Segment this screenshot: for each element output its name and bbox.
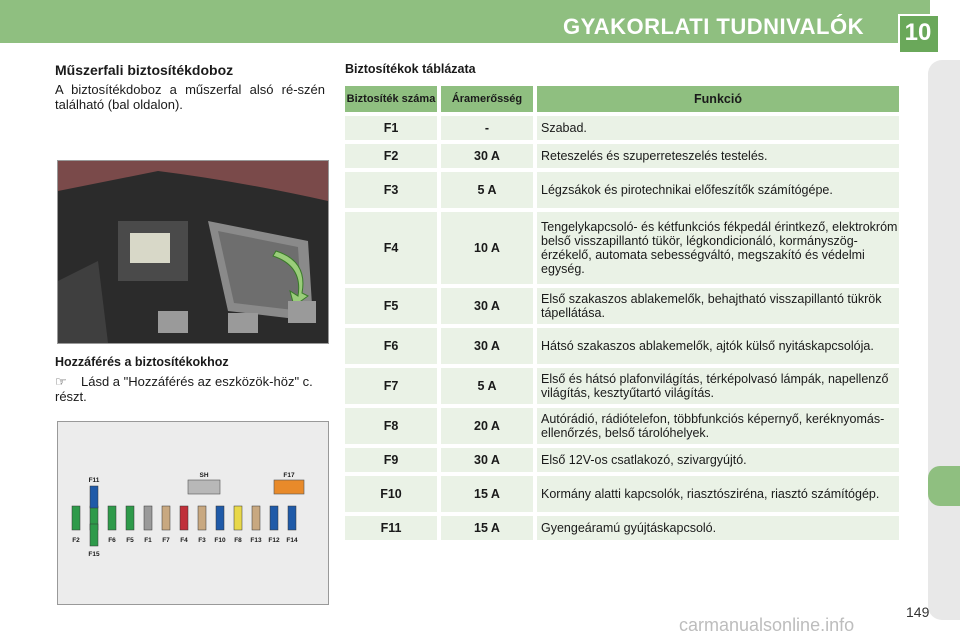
page-title: GYAKORLATI TUDNIVALÓK — [563, 14, 864, 39]
fuse-label: F5 — [126, 537, 134, 544]
fuse-label: F2 — [72, 537, 80, 544]
fuse-label: F7 — [162, 537, 170, 544]
fuse-label: F1 — [144, 537, 152, 544]
fuse-f17 — [274, 480, 304, 494]
fuse-label: F3 — [198, 537, 206, 544]
table-row — [345, 448, 903, 472]
cell-amperage: 30 A — [441, 328, 533, 364]
fuse-f14 — [288, 506, 296, 530]
fuse-f3 — [198, 506, 206, 530]
access-title: Hozzáférés a biztosítékokhoz — [55, 355, 229, 369]
cell-amperage: 20 A — [441, 408, 533, 444]
side-strip — [928, 60, 960, 620]
hand-pointer-icon: ☞ — [55, 374, 67, 389]
fuse-label: F13 — [250, 537, 262, 544]
fuse-table — [345, 86, 903, 540]
cell-fuse-number: F7 — [345, 368, 437, 404]
table-row — [345, 116, 903, 140]
header-amperage: Áramerősség — [441, 86, 533, 112]
section-title: Műszerfali biztosítékdoboz — [55, 62, 234, 78]
fuse-label: F4 — [180, 537, 188, 544]
cell-amperage: 5 A — [441, 172, 533, 208]
fuse-f10 — [216, 506, 224, 530]
table-row — [345, 368, 903, 404]
table-title: Biztosítékok táblázata — [345, 62, 476, 76]
fuse-label: F12 — [268, 537, 280, 544]
cell-amperage: 30 A — [441, 144, 533, 168]
fuse-f8 — [234, 506, 242, 530]
fuse-label: F11 — [88, 477, 100, 484]
access-text — [55, 374, 327, 404]
fuse-f13 — [252, 506, 260, 530]
cell-function: Kormány alatti kapcsolók, riasztósziréna, riasztó számítógép. — [537, 476, 899, 512]
fuse-diagram-svg — [58, 422, 328, 604]
fuse-label: SH — [199, 472, 209, 479]
header-fuse-number: Biztosíték száma — [345, 86, 437, 112]
table-row — [345, 408, 903, 444]
watermark: carmanualsonline.info — [679, 615, 855, 635]
fuse-f1 — [144, 506, 152, 530]
fuse-label: F17 — [283, 472, 295, 479]
table-row — [345, 476, 903, 512]
chapter-tab[interactable] — [928, 466, 960, 506]
fuse-sh — [188, 480, 220, 494]
cell-amperage: 10 A — [441, 212, 533, 284]
chapter-badge: 10 — [898, 14, 938, 52]
dashboard-photo-illustration — [58, 161, 328, 343]
cell-amperage: 30 A — [441, 288, 533, 324]
table-row — [345, 516, 903, 540]
table-row — [345, 328, 903, 364]
fuse-label: F8 — [234, 537, 242, 544]
cell-fuse-number: F3 — [345, 172, 437, 208]
header-function: Funkció — [537, 86, 899, 112]
fuse-label: F6 — [108, 537, 116, 544]
table-row — [345, 212, 903, 284]
fuse-f7 — [162, 506, 170, 530]
page-number: 149 — [906, 604, 930, 620]
table-header — [345, 86, 903, 112]
cell-fuse-number: F9 — [345, 448, 437, 472]
access-text-body: Lásd a "Hozzáférés az eszközök-höz" c. részt. — [55, 374, 313, 404]
table-row — [345, 144, 903, 168]
fuse-f15 — [90, 524, 98, 546]
dashboard-photo — [57, 160, 329, 344]
fuse-label: F15 — [88, 551, 100, 558]
fuse-f6 — [108, 506, 116, 530]
cell-fuse-number: F6 — [345, 328, 437, 364]
cell-fuse-number: F5 — [345, 288, 437, 324]
cell-fuse-number: F11 — [345, 516, 437, 540]
cell-amperage: 15 A — [441, 516, 533, 540]
cell-function: Autórádió, rádiótelefon, többfunkciós képernyő, keréknyomás-ellenőrzés, belső tárolóhelyek. — [537, 408, 899, 444]
cell-function: Légzsákok és pirotechnikai előfeszítők számítógépe. — [537, 172, 899, 208]
cell-function: Hátsó szakaszos ablakemelők, ajtók külső nyitáskapcsolója. — [537, 328, 899, 364]
cell-fuse-number: F4 — [345, 212, 437, 284]
cell-amperage: - — [441, 116, 533, 140]
fuse-label: F14 — [286, 537, 298, 544]
cell-amperage: 5 A — [441, 368, 533, 404]
cell-fuse-number: F1 — [345, 116, 437, 140]
cell-fuse-number: F10 — [345, 476, 437, 512]
cell-function: Első és hátsó plafonvilágítás, térképolvasó lámpák, napellenző világítás, kesztyűtartó világítás. — [537, 368, 899, 404]
fuse-f2 — [72, 506, 80, 530]
cell-amperage: 15 A — [441, 476, 533, 512]
cell-amperage: 30 A — [441, 448, 533, 472]
cell-fuse-number: F2 — [345, 144, 437, 168]
cell-function: Első 12V-os csatlakozó, szivargyújtó. — [537, 448, 899, 472]
fuse-f4 — [180, 506, 188, 530]
cell-function: Első szakaszos ablakemelők, behajtható visszapillantó tükrök tápellátása. — [537, 288, 899, 324]
cell-function: Gyengeáramú gyújtáskapcsoló. — [537, 516, 899, 540]
table-row — [345, 288, 903, 324]
intro-text: A biztosítékdoboz a műszerfal alsó ré-szén található (bal oldalon). — [55, 82, 325, 112]
cell-function: Szabad. — [537, 116, 899, 140]
cell-fuse-number: F8 — [345, 408, 437, 444]
fuse-label: F10 — [214, 537, 226, 544]
fuse-f12 — [270, 506, 278, 530]
fuse-f5 — [126, 506, 134, 530]
table-row — [345, 172, 903, 208]
fuse-f11 — [90, 486, 98, 508]
fuse-diagram — [57, 421, 329, 605]
cell-function: Reteszelés és szuperreteszelés testelés. — [537, 144, 899, 168]
cell-function: Tengelykapcsoló- és kétfunkciós fékpedál érintkező, elektrokróm belső visszapillantó tükör, légkondicionáló, kormányszög-érzékelő, automata sebességváltó, megszakító és védelmi egység. — [537, 212, 899, 284]
